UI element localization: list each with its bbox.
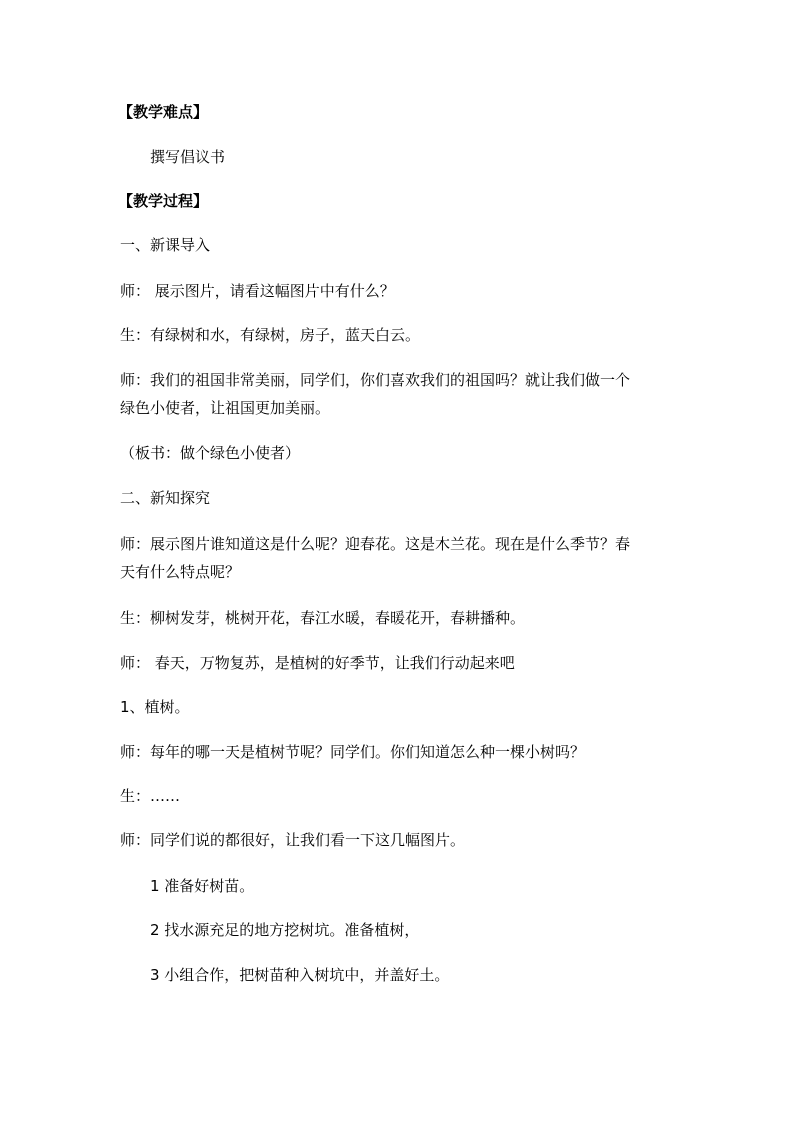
paragraph-student-ellipsis: 生：……	[120, 787, 181, 805]
step-item-1: 1 准备好树苗。	[150, 877, 255, 895]
heading-teaching-process: 【教学过程】	[118, 192, 209, 210]
section-heading-new-lesson: 一、新课导入	[120, 236, 211, 254]
subheading-planting-trees: 1、植树。	[120, 698, 190, 716]
paragraph-teacher-action: 师： 春天，万物复苏，是植树的好季节，让我们行动起来吧	[120, 654, 515, 672]
step-item-2: 2 找水源充足的地方挖树坑。准备植树，	[150, 921, 420, 939]
paragraph-board-writing: （板书：做个绿色小使者）	[120, 444, 301, 462]
step-item-3: 3 小组合作，把树苗种入树坑中，并盖好土。	[150, 966, 450, 984]
heading-teaching-difficulty: 【教学难点】	[118, 103, 209, 121]
paragraph-teacher-spring-flowers: 师：展示图片谁知道这是什么呢？迎春花。这是木兰花。现在是什么季节？春天有什么特点呢？	[120, 535, 631, 581]
paragraph-student-answer: 生：有绿树和水，有绿树，房子，蓝天白云。	[120, 326, 421, 344]
paragraph-student-spring: 生：柳树发芽，桃树开花，春江水暖，春暖花开，春耕播种。	[120, 609, 526, 627]
paragraph-teacher-pictures: 师：同学们说的都很好，让我们看一下这几幅图片。	[120, 831, 466, 849]
paragraph-teacher-arbor-day: 师：每年的哪一天是植树节呢？同学们。你们知道怎么种一棵小树吗？	[120, 743, 586, 761]
paragraph-teacher-motherland: 师：我们的祖国非常美丽，同学们，你们喜欢我们的祖国吗？就让我们做一个绿色小使者，让祖国更加美丽。	[120, 371, 631, 417]
paragraph-teacher-show-picture: 师： 展示图片，请看这幅图片中有什么？	[120, 282, 395, 300]
difficulty-item: 撰写倡议书	[150, 148, 226, 166]
section-heading-exploration: 二、新知探究	[120, 489, 211, 507]
